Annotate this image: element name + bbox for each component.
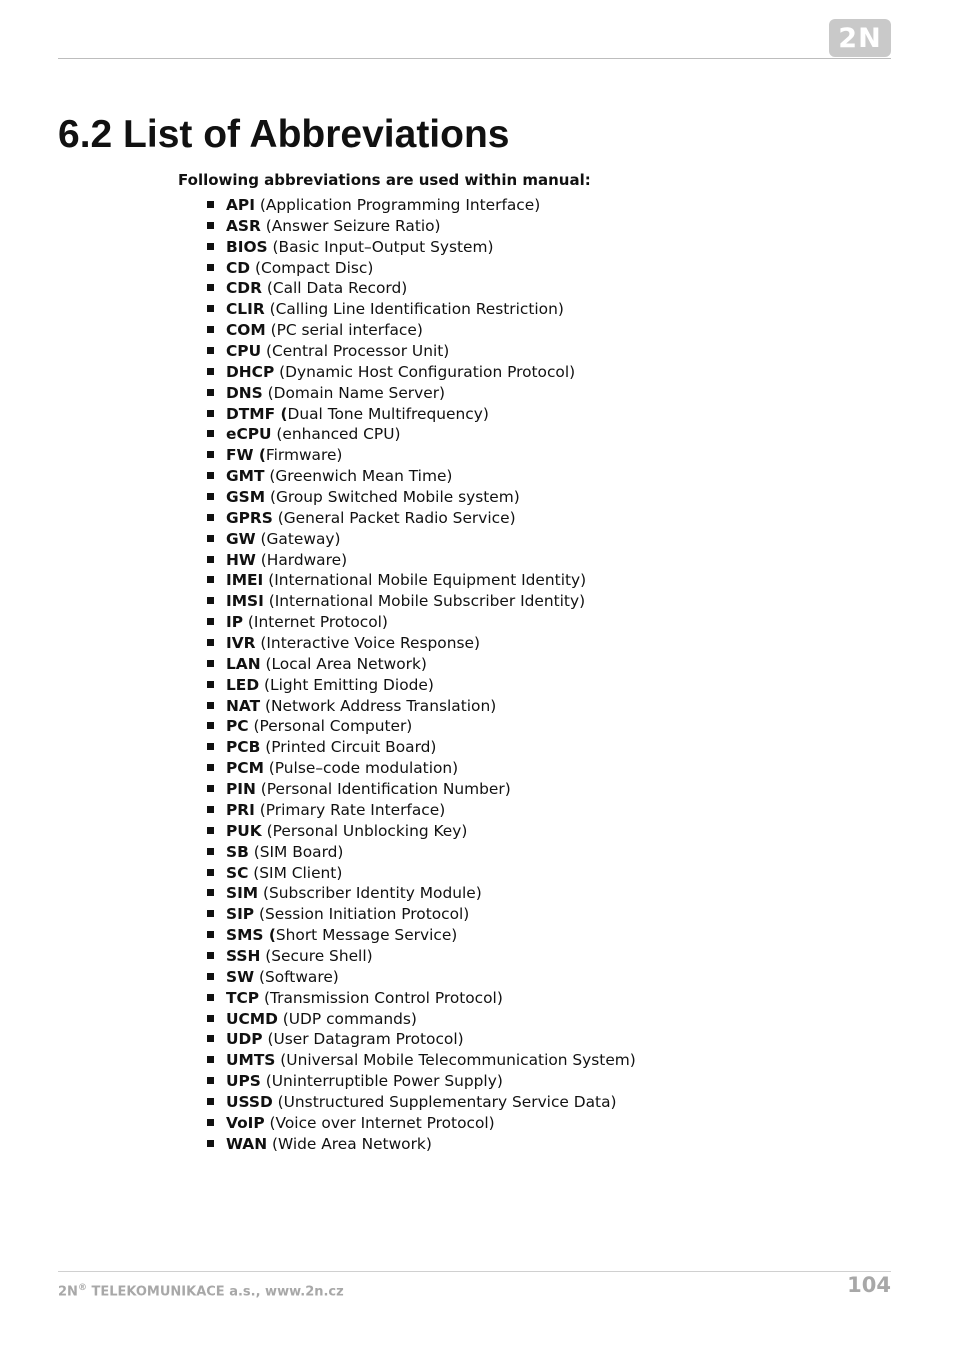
square-bullet-icon [207,910,214,917]
abbreviation-description: Firmware) [265,446,343,465]
abbreviation-description: (Compact Disc) [250,258,374,277]
square-bullet-icon [207,305,214,312]
footer-divider [58,1271,891,1272]
abbreviation-description: (Hardware) [255,550,348,569]
square-bullet-icon [207,994,214,1001]
abbreviation-list [207,195,636,1155]
abbreviation-description: (Universal Mobile Telecommunication System) [275,1051,636,1070]
abbreviation-term: UPS [226,1072,261,1091]
square-bullet-icon [207,889,214,896]
list-item [207,737,636,758]
square-bullet-icon [207,472,214,479]
list-item [207,821,636,842]
abbreviation-description: (Primary Rate Interface) [254,800,446,819]
abbreviation-description: (Answer Seizure Ratio) [260,216,441,235]
abbreviation-description: (Local Area Network) [260,654,427,673]
list-item [207,445,636,466]
abbreviation-description: (Domain Name Server) [262,383,446,402]
square-bullet-icon [207,493,214,500]
abbreviation-term: UMTS [226,1051,276,1070]
list-item [207,675,636,696]
abbreviation-term: SIM [226,884,259,903]
footer-company-text: TELEKOMUNIKACE a.s., www.2n.cz [86,1284,344,1300]
list-item [207,1113,636,1134]
abbreviation-description: (Gateway) [255,529,341,548]
abbreviation-term: GW [226,529,256,548]
list-item [207,946,636,967]
header-divider [58,58,891,59]
abbreviation-description: (Transmission Control Protocol) [259,988,503,1007]
square-bullet-icon [207,451,214,458]
abbreviation-description: Dual Tone Multifrequency) [287,404,489,423]
abbreviation-description: (Wide Area Network) [267,1134,432,1153]
abbreviation-description: (Software) [254,967,339,986]
abbreviation-description: (Basic Input–Output System) [267,237,494,256]
abbreviation-description: (Personal Computer) [248,717,413,736]
abbreviation-term: GMT [226,467,265,486]
square-bullet-icon [207,410,214,417]
abbreviation-term: HW [226,550,256,569]
list-item [207,508,636,529]
abbreviation-description: (Internet Protocol) [243,613,388,632]
square-bullet-icon [207,222,214,229]
abbreviation-description: (Application Programming Interface) [254,196,541,214]
square-bullet-icon [207,535,214,542]
abbreviation-term: SB [226,842,249,861]
abbreviation-term: PC [226,717,249,736]
list-item [207,925,636,946]
abbreviation-description: (Printed Circuit Board) [260,738,437,757]
abbreviation-term: WAN [226,1134,268,1153]
square-bullet-icon [207,243,214,250]
square-bullet-icon [207,806,214,813]
abbreviation-term: IVR [226,634,256,653]
abbreviation-term: CD [226,258,251,277]
list-item [207,570,636,591]
abbreviation-term: PCB [226,738,261,757]
square-bullet-icon [207,618,214,625]
abbreviation-term: PCM [226,759,264,778]
abbreviation-term: LED [226,675,260,694]
square-bullet-icon [207,1077,214,1084]
abbreviation-description: (International Mobile Subscriber Identity) [263,592,586,611]
brand-logo [829,19,891,57]
abbreviation-description: (Central Processor Unit) [261,342,450,361]
square-bullet-icon [207,430,214,437]
list-item [207,299,636,320]
logo-text: 2N [838,22,882,54]
list-item [207,529,636,550]
list-item [207,1050,636,1071]
square-bullet-icon [207,931,214,938]
list-item [207,466,636,487]
list-item [207,320,636,341]
abbreviation-term: SIP [226,905,255,924]
abbreviation-description: (Group Switched Mobile system) [265,488,520,507]
page-number: 104 [847,1273,891,1297]
list-item [207,988,636,1009]
square-bullet-icon [207,764,214,771]
list-item [207,404,636,425]
square-bullet-icon [207,264,214,271]
square-bullet-icon [207,368,214,375]
abbreviation-description: (User Datagram Protocol) [262,1030,464,1049]
abbreviation-term: GSM [226,488,266,507]
list-item [207,216,636,237]
list-item [207,633,636,654]
abbreviation-term: FW ( [226,446,266,465]
abbreviation-description: (PC serial interface) [265,321,423,340]
abbreviation-description: (Light Emitting Diode) [259,675,434,694]
footer-company [58,1279,344,1301]
abbreviation-description: (Pulse–code modulation) [263,759,459,778]
page-title: 6.2 List of Abbreviations [58,113,510,156]
square-bullet-icon [207,702,214,709]
abbreviation-description: (Calling Line Identification Restriction) [264,300,564,319]
abbreviation-description: (Secure Shell) [260,946,373,965]
abbreviation-term: TCP [226,988,260,1007]
square-bullet-icon [207,347,214,354]
abbreviation-description: (Uninterruptible Power Supply) [260,1072,503,1091]
abbreviation-description: (International Mobile Equipment Identity) [263,571,587,590]
square-bullet-icon [207,1098,214,1105]
square-bullet-icon [207,973,214,980]
square-bullet-icon [207,201,214,208]
abbreviation-term: IMSI [226,592,264,611]
abbreviation-description: (Voice over Internet Protocol) [264,1113,495,1132]
abbreviation-term: VoIP [226,1113,265,1132]
square-bullet-icon [207,514,214,521]
square-bullet-icon [207,785,214,792]
abbreviation-description: (General Packet Radio Service) [272,508,516,527]
list-item [207,1009,636,1030]
square-bullet-icon [207,1140,214,1147]
list-item [207,278,636,299]
square-bullet-icon [207,597,214,604]
abbreviation-description: (Dynamic Host Configuration Protocol) [274,362,576,381]
abbreviation-term: PIN [226,780,256,799]
abbreviation-term: SC [226,863,249,882]
abbreviation-term: NAT [226,696,261,715]
square-bullet-icon [207,326,214,333]
list-item [207,779,636,800]
list-item [207,487,636,508]
square-bullet-icon [207,1056,214,1063]
square-bullet-icon [207,576,214,583]
abbreviation-description: (Session Initiation Protocol) [254,905,470,924]
abbreviation-term: CLIR [226,300,265,319]
abbreviation-description: (Subscriber Identity Module) [258,884,482,903]
list-item [207,237,636,258]
abbreviation-term: BIOS [226,237,268,256]
abbreviation-description: (Personal Identification Number) [255,780,511,799]
abbreviation-term: DHCP [226,362,275,381]
abbreviation-term: IP [226,613,244,632]
abbreviation-term: GPRS [226,508,273,527]
list-item [207,1092,636,1113]
abbreviation-description: (enhanced CPU) [271,425,401,444]
list-item [207,362,636,383]
list-item [207,883,636,904]
list-item [207,842,636,863]
list-item [207,1134,636,1155]
list-item [207,341,636,362]
square-bullet-icon [207,556,214,563]
abbreviation-description: (Network Address Translation) [260,696,497,715]
list-item [207,654,636,675]
abbreviation-term: DNS [226,383,263,402]
square-bullet-icon [207,722,214,729]
square-bullet-icon [207,660,214,667]
abbreviation-description: (Call Data Record) [261,279,408,298]
abbreviation-description: (Personal Unblocking Key) [261,821,468,840]
abbreviation-term: eCPU [226,425,272,444]
list-item [207,424,636,445]
list-item [207,800,636,821]
list-item [207,696,636,717]
abbreviation-term: UDP [226,1030,263,1049]
abbreviation-term: COM [226,321,266,340]
list-item [207,195,636,216]
abbreviation-term: UCMD [226,1009,278,1028]
intro-text: Following abbreviations are used within manual: [178,171,591,189]
square-bullet-icon [207,1119,214,1126]
list-item [207,904,636,925]
list-item [207,591,636,612]
abbreviation-term: API [226,196,255,214]
abbreviation-description: (Interactive Voice Response) [255,634,480,653]
list-item [207,258,636,279]
abbreviation-term: DTMF ( [226,404,288,423]
square-bullet-icon [207,389,214,396]
square-bullet-icon [207,1015,214,1022]
abbreviation-description: (Unstructured Supplementary Service Data) [272,1092,617,1111]
abbreviation-term: LAN [226,654,261,673]
abbreviation-description: (SIM Board) [248,842,344,861]
square-bullet-icon [207,827,214,834]
square-bullet-icon [207,639,214,646]
square-bullet-icon [207,869,214,876]
square-bullet-icon [207,743,214,750]
list-item [207,1071,636,1092]
square-bullet-icon [207,1035,214,1042]
abbreviation-term: ASR [226,216,261,235]
square-bullet-icon [207,952,214,959]
square-bullet-icon [207,681,214,688]
list-item [207,612,636,633]
registered-mark: ® [77,1283,87,1293]
footer-brand: 2N [58,1284,78,1300]
abbreviation-term: SW [226,967,255,986]
abbreviation-term: SSH [226,946,261,965]
abbreviation-description: (SIM Client) [248,863,343,882]
abbreviation-term: PRI [226,800,255,819]
abbreviation-term: CDR [226,279,262,298]
square-bullet-icon [207,284,214,291]
list-item [207,1029,636,1050]
square-bullet-icon [207,848,214,855]
list-item [207,758,636,779]
list-item [207,863,636,884]
abbreviation-description: (UDP commands) [277,1009,417,1028]
abbreviation-term: PUK [226,821,262,840]
abbreviation-description: (Greenwich Mean Time) [264,467,453,486]
abbreviation-term: SMS ( [226,926,276,945]
abbreviation-term: IMEI [226,571,264,590]
list-item [207,550,636,571]
list-item [207,716,636,737]
abbreviation-description: Short Message Service) [275,926,458,945]
abbreviation-term: USSD [226,1092,273,1111]
list-item [207,383,636,404]
abbreviation-term: CPU [226,342,262,361]
list-item [207,967,636,988]
